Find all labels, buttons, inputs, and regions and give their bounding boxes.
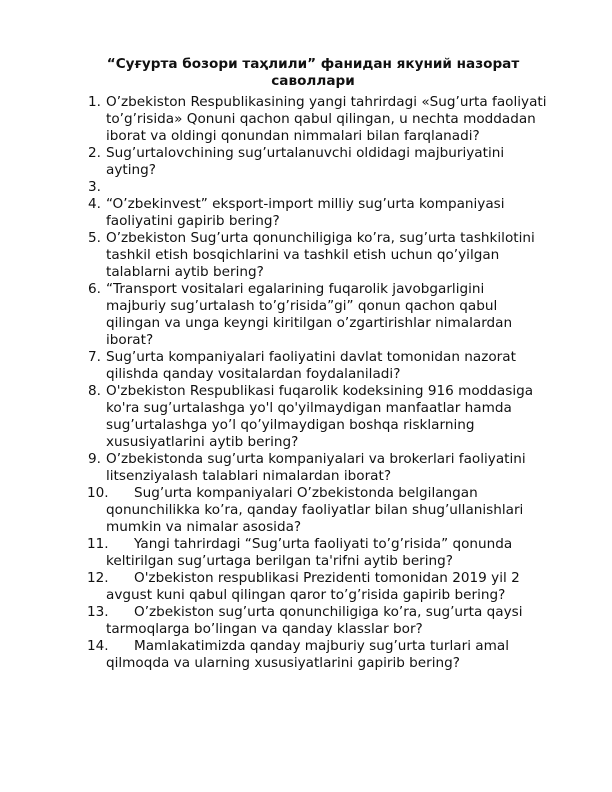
question-text: “O’zbekinvest” eksport-import milliy sug’urta kompaniyasi faoliyatini gapirib bering? (106, 196, 505, 229)
question-item (87, 536, 548, 570)
question-number: 5. (88, 230, 101, 246)
question-item (88, 349, 548, 383)
question-number: 4. (88, 196, 101, 212)
question-text: Sug’urta kompaniyalari faoliyatini davlat tomonidan nazorat qilishda qanday vositalardan foydalaniladi? (106, 349, 516, 382)
question-item (87, 638, 548, 672)
question-item (87, 485, 548, 536)
question-item (87, 570, 548, 604)
question-number: 10. (87, 485, 109, 501)
question-number: 3. (88, 179, 101, 195)
question-item (88, 281, 548, 349)
question-text: O’zbekiston Sug’urta qonunchiligiga ko’ra, sug’urta tashkilotini tashkil etish bosqichlarini va tashkil etish uchun qo’yilgan talablarni aytib bering? (106, 230, 535, 280)
question-text: Mamlakatimizda qanday majburiy sug’urta turlari amal qilmoqda va ularning xususiyatlarini gapirib bering? (106, 638, 509, 671)
question-text: Yangi tahrirdagi “Sug’urta faoliyati to’g’risida” qonunda keltirilgan sug’urtaga berilgan ta'rifni aytib bering? (106, 536, 513, 569)
question-number: 13. (87, 604, 109, 620)
question-text: “Transport vositalari egalarining fuqarolik javobgarligini majburiy sug’urtalash to’g’risida”gi” qonun qachon qabul qilingan va unga keyngi kiritilgan o’zgartirishlar nimalardan iborat? (106, 281, 513, 348)
question-item (88, 196, 548, 230)
question-item (88, 383, 548, 451)
question-item (88, 179, 548, 196)
question-item (88, 94, 548, 145)
question-item (88, 145, 548, 179)
question-number: 1. (88, 94, 101, 110)
question-text: O'zbekiston respublikasi Prezidenti tomonidan 2019 yil 2 avgust kuni qabul qilingan qaror to’g’risida gapirib bering? (106, 570, 520, 603)
question-text: O’zbekistonda sug’urta kompaniyalari va brokerlari faoliyatini litsenziyalash talablari nimalardan iborat? (106, 451, 526, 484)
question-item (87, 604, 548, 638)
question-number: 14. (87, 638, 109, 654)
question-text: Sug’urta kompaniyalari O’zbekistonda belgilangan qonunchilikka ko’ra, qanday faoliyatlar bilan shug’ullanishlari mumkin va nimalar asosida? (106, 485, 524, 535)
question-item (88, 230, 548, 281)
question-text: O'zbekiston Respublikasi fuqarolik kodeksining 916 moddasiga ko'ra sug’urtalashga yo'l qo'yilmaydigan manfaatlar hamda sug’urtalashga yo’l qo’yilmaydigan boshqa risklarning xususiyatlarini aytib bering? (106, 383, 534, 450)
question-number: 7. (88, 349, 101, 365)
question-number: 2. (88, 145, 101, 161)
document-title: “Суғурта бозори таҳлили” фанидан якуний назорат саволлари (106, 56, 520, 89)
question-item (88, 451, 548, 485)
question-number: 12. (87, 570, 109, 586)
question-number: 8. (88, 383, 101, 399)
question-text: O’zbekiston Respublikasining yangi tahrirdagi «Sug’urta faoliyati to’g’risida» Qonuni qachon qabul qilingan, u nechta moddadan iborat va oldingi qonundan nimmalari bilan farqlanadi? (106, 94, 547, 144)
question-number: 6. (88, 281, 101, 297)
question-text: Sug’urtalovchining sug’urtalanuvchi oldidagi majburiyatini ayting? (106, 145, 505, 178)
question-number: 9. (88, 451, 101, 467)
question-number: 11. (87, 536, 109, 552)
question-list (87, 94, 548, 672)
question-text: O’zbekiston sug’urta qonunchiligiga ko’ra, sug’urta qaysi tarmoqlarga bo’lingan va qanday klasslar bor? (106, 604, 523, 637)
